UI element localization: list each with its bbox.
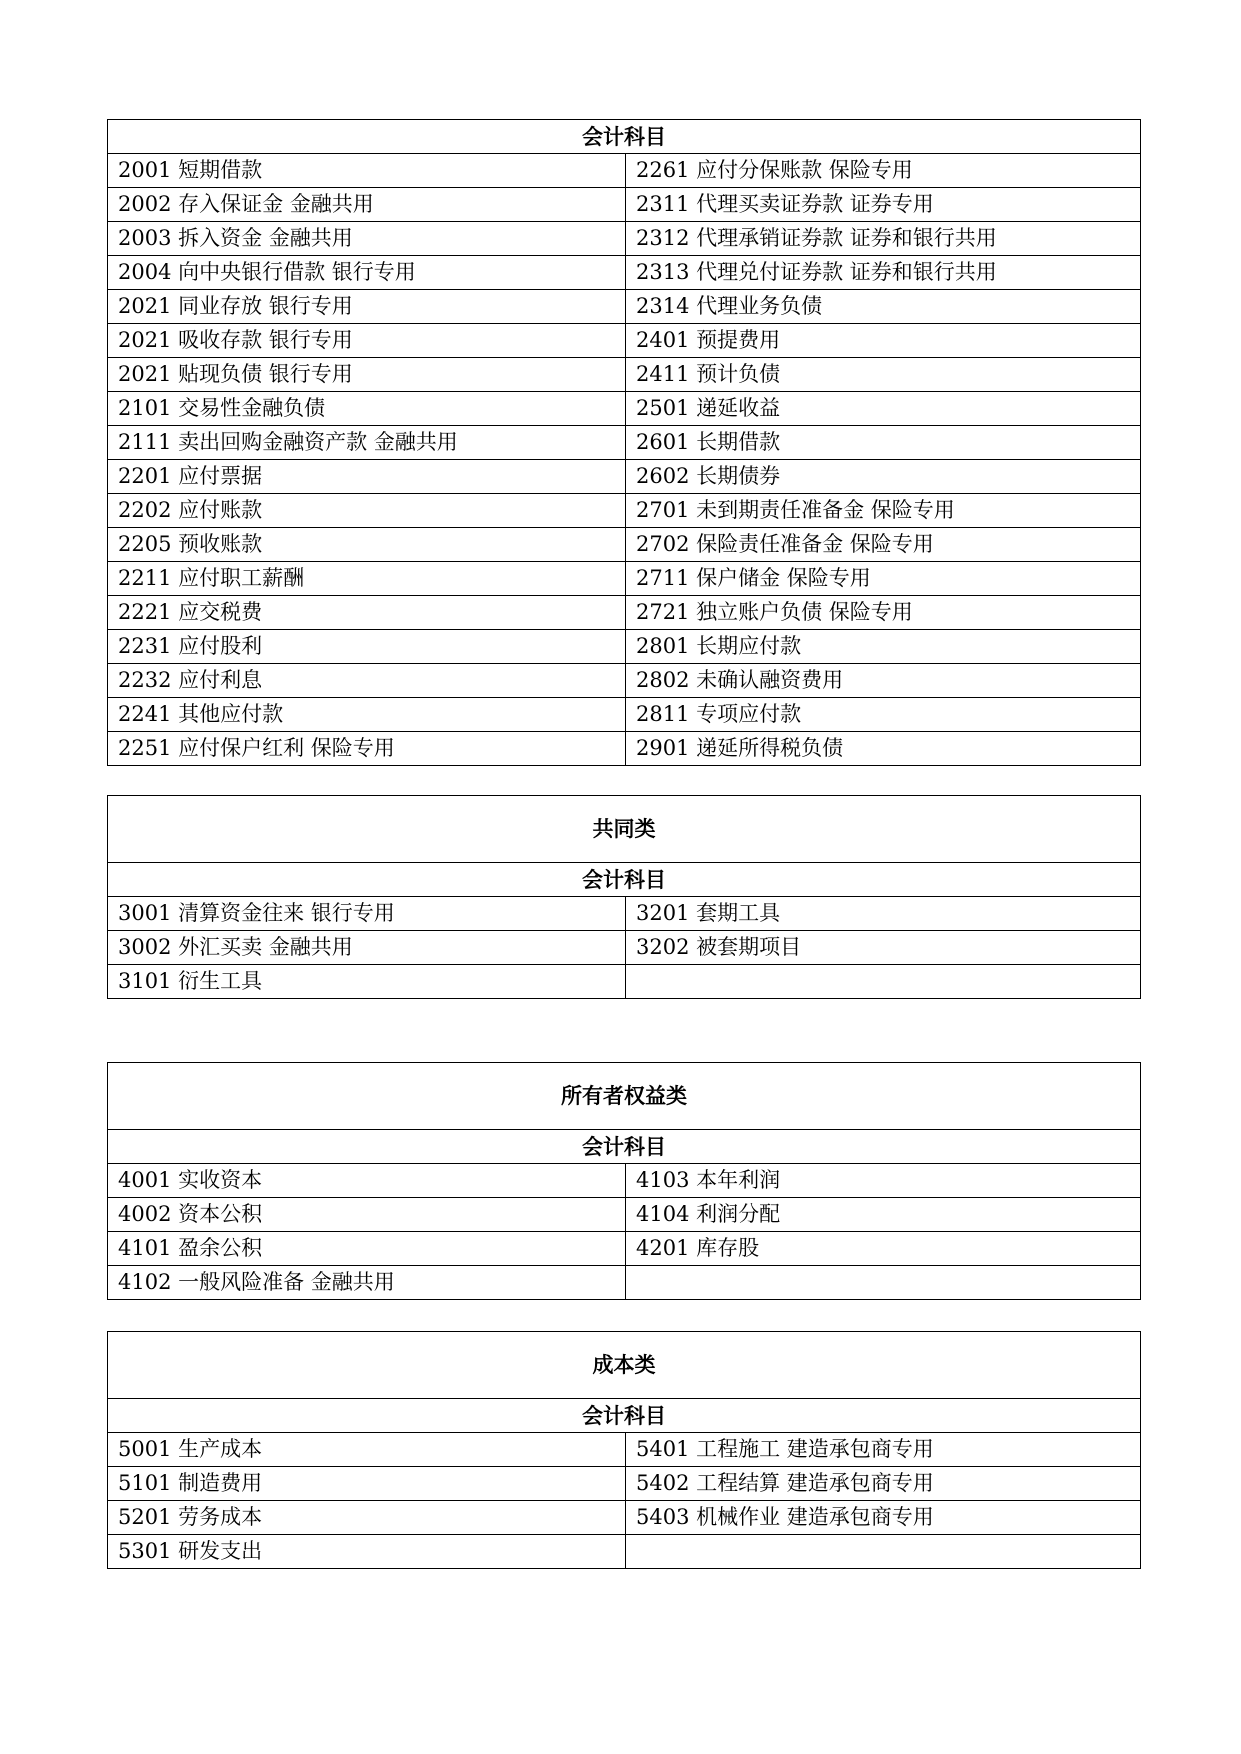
account-cell-right: 2312 代理承销证券款 证券和银行共用	[626, 222, 1141, 256]
account-cell-left: 2101 交易性金融负债	[108, 392, 626, 426]
table-row	[108, 1535, 1141, 1569]
account-cell-left: 5101 制造费用	[108, 1467, 626, 1501]
account-cell-left: 2004 向中央银行借款 银行专用	[108, 256, 626, 290]
account-cell-right	[626, 965, 1141, 999]
account-cell-right: 4103 本年利润	[626, 1164, 1141, 1198]
table-subheader: 会计科目	[108, 863, 1141, 897]
table-row	[108, 698, 1141, 732]
table-row	[108, 154, 1141, 188]
account-cell-right: 2711 保户储金 保险专用	[626, 562, 1141, 596]
table-row	[108, 290, 1141, 324]
table-row	[108, 494, 1141, 528]
account-cell-left: 4001 实收资本	[108, 1164, 626, 1198]
account-cell-right: 2801 长期应付款	[626, 630, 1141, 664]
account-cell-right	[626, 1266, 1141, 1300]
cost-accounts-table	[107, 1331, 1141, 1569]
account-cell-right: 2313 代理兑付证券款 证券和银行共用	[626, 256, 1141, 290]
account-cell-right: 2602 长期债券	[626, 460, 1141, 494]
account-cell-right: 2721 独立账户负债 保险专用	[626, 596, 1141, 630]
table-row	[108, 222, 1141, 256]
account-cell-left: 4002 资本公积	[108, 1198, 626, 1232]
table-row	[108, 426, 1141, 460]
section-title: 共同类	[108, 796, 1141, 863]
account-cell-right: 3201 套期工具	[626, 897, 1141, 931]
account-cell-left: 2231 应付股利	[108, 630, 626, 664]
account-cell-left: 3001 清算资金往来 银行专用	[108, 897, 626, 931]
account-cell-left: 5201 劳务成本	[108, 1501, 626, 1535]
table-row	[108, 630, 1141, 664]
account-cell-right: 2311 代理买卖证券款 证券专用	[626, 188, 1141, 222]
account-cell-left: 2002 存入保证金 金融共用	[108, 188, 626, 222]
account-cell-right: 2314 代理业务负债	[626, 290, 1141, 324]
account-cell-left: 2001 短期借款	[108, 154, 626, 188]
table-row	[108, 1266, 1141, 1300]
account-cell-left: 4102 一般风险准备 金融共用	[108, 1266, 626, 1300]
account-cell-right: 4104 利润分配	[626, 1198, 1141, 1232]
table-row	[108, 1164, 1141, 1198]
account-cell-left: 5301 研发支出	[108, 1535, 626, 1569]
table-row	[108, 1198, 1141, 1232]
account-cell-left: 2211 应付职工薪酬	[108, 562, 626, 596]
account-cell-right: 2811 专项应付款	[626, 698, 1141, 732]
account-cell-right: 3202 被套期项目	[626, 931, 1141, 965]
account-cell-right: 2411 预计负债	[626, 358, 1141, 392]
account-cell-right: 2601 长期借款	[626, 426, 1141, 460]
section-title: 成本类	[108, 1332, 1141, 1399]
table-subheader: 会计科目	[108, 1130, 1141, 1164]
table-subheader: 会计科目	[108, 1399, 1141, 1433]
account-cell-left: 2021 同业存放 银行专用	[108, 290, 626, 324]
account-cell-right	[626, 1535, 1141, 1569]
table-row	[108, 358, 1141, 392]
account-cell-left: 2232 应付利息	[108, 664, 626, 698]
table-row	[108, 732, 1141, 766]
account-cell-right: 5402 工程结算 建造承包商专用	[626, 1467, 1141, 1501]
account-cell-right: 2802 未确认融资费用	[626, 664, 1141, 698]
account-cell-left: 2221 应交税费	[108, 596, 626, 630]
account-cell-left: 2202 应付账款	[108, 494, 626, 528]
liability-accounts-table	[107, 119, 1141, 766]
account-cell-right: 5403 机械作业 建造承包商专用	[626, 1501, 1141, 1535]
equity-accounts-table	[107, 1062, 1141, 1300]
table-row	[108, 1501, 1141, 1535]
account-cell-left: 2021 贴现负债 银行专用	[108, 358, 626, 392]
common-accounts-table	[107, 795, 1141, 999]
account-cell-left: 2201 应付票据	[108, 460, 626, 494]
account-cell-right: 4201 库存股	[626, 1232, 1141, 1266]
account-cell-right: 5401 工程施工 建造承包商专用	[626, 1433, 1141, 1467]
account-cell-left: 2241 其他应付款	[108, 698, 626, 732]
table-row	[108, 460, 1141, 494]
table-row	[108, 392, 1141, 426]
account-cell-left: 2003 拆入资金 金融共用	[108, 222, 626, 256]
account-cell-left: 2205 预收账款	[108, 528, 626, 562]
account-cell-left: 2021 吸收存款 银行专用	[108, 324, 626, 358]
table-row	[108, 596, 1141, 630]
table-row	[108, 256, 1141, 290]
account-cell-right: 2501 递延收益	[626, 392, 1141, 426]
table-row	[108, 1232, 1141, 1266]
account-cell-left: 3002 外汇买卖 金融共用	[108, 931, 626, 965]
section-title: 所有者权益类	[108, 1063, 1141, 1130]
table-row	[108, 965, 1141, 999]
account-cell-right: 2701 未到期责任准备金 保险专用	[626, 494, 1141, 528]
table-row	[108, 1467, 1141, 1501]
account-cell-right: 2261 应付分保账款 保险专用	[626, 154, 1141, 188]
account-cell-left: 5001 生产成本	[108, 1433, 626, 1467]
table-row	[108, 324, 1141, 358]
table-row	[108, 931, 1141, 965]
account-cell-right: 2901 递延所得税负债	[626, 732, 1141, 766]
account-cell-right: 2401 预提费用	[626, 324, 1141, 358]
table-row	[108, 528, 1141, 562]
table-row	[108, 664, 1141, 698]
table-row	[108, 562, 1141, 596]
account-cell-left: 3101 衍生工具	[108, 965, 626, 999]
account-cell-right: 2702 保险责任准备金 保险专用	[626, 528, 1141, 562]
account-cell-left: 2251 应付保户红利 保险专用	[108, 732, 626, 766]
account-cell-left: 2111 卖出回购金融资产款 金融共用	[108, 426, 626, 460]
table-subheader: 会计科目	[108, 120, 1141, 154]
account-cell-left: 4101 盈余公积	[108, 1232, 626, 1266]
table-row	[108, 897, 1141, 931]
table-row	[108, 188, 1141, 222]
table-row	[108, 1433, 1141, 1467]
